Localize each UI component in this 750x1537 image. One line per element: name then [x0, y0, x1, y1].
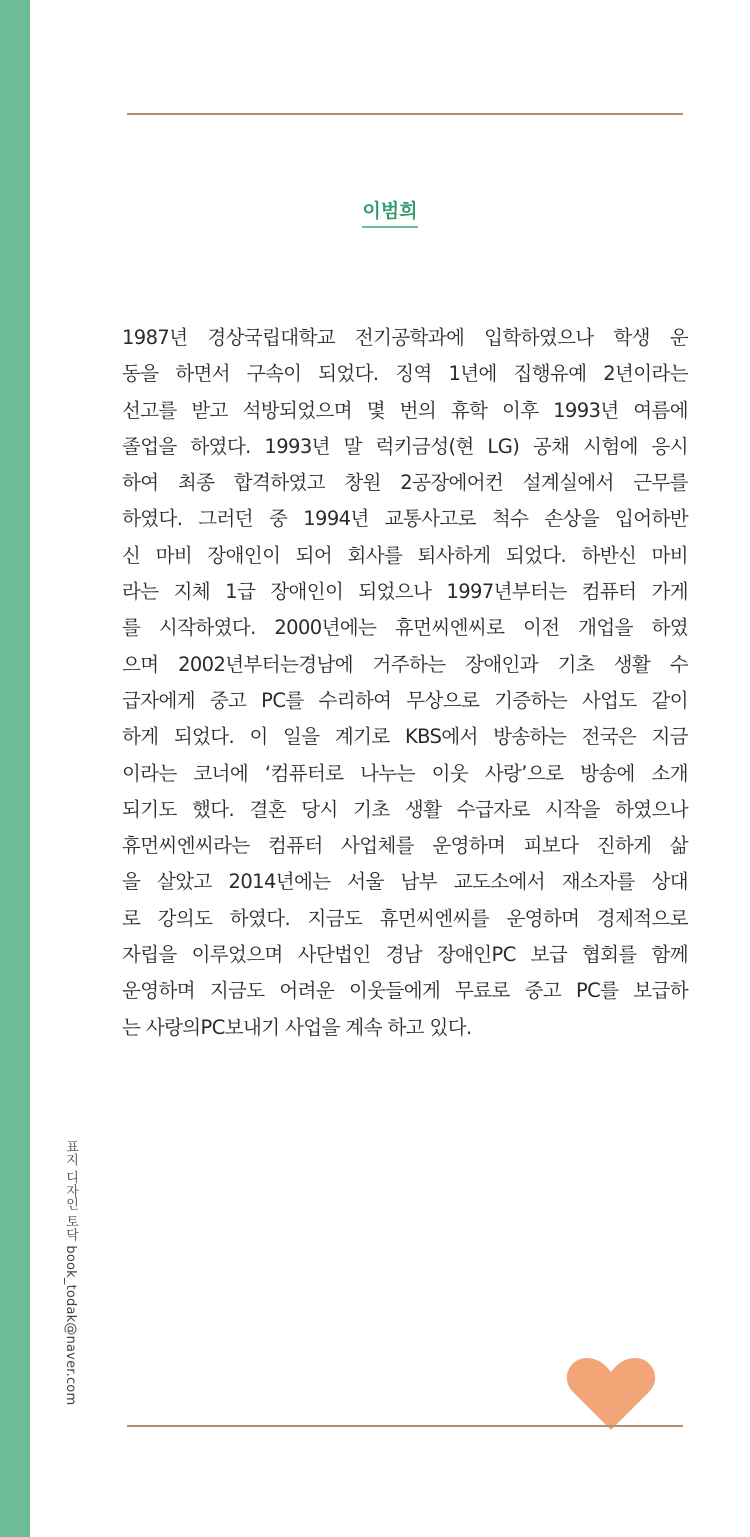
bio-line: 하였다. 그러던 중 1994년 교통사고로 척수 손상을 입어하반	[122, 507, 688, 531]
bio-line: 운영하며 지금도 어려운 이웃들에게 무료로 중고 PC를 보급하	[122, 979, 688, 1003]
bio-line: 하게 되었다. 이 일을 계기로 KBS에서 방송하는 전국은 지금	[122, 725, 688, 749]
bio-line: 졸업을 하였다. 1993년 말 럭키금성(현 LG) 공채 시험에 응시	[122, 434, 688, 458]
cover-design-credit: 표지 디자인 토닥 book_todak@naver.com	[63, 1140, 78, 1406]
top-divider	[127, 113, 683, 115]
bio-line: 하여 최종 합격하였고 창원 2공장에어컨 설계실에서 근무를	[122, 471, 688, 495]
author-name: 이범희	[362, 198, 417, 228]
bio-line: 으며 2002년부터는경남에 거주하는 장애인과 기초 생활 수	[122, 652, 688, 676]
bio-line: 을 살았고 2014년에는 서울 남부 교도소에서 재소자를 상대	[122, 870, 688, 894]
bio-line: 신 마비 장애인이 되어 회사를 퇴사하게 되었다. 하반신 마비	[122, 543, 688, 567]
bio-line: 급자에게 중고 PC를 수리하여 무상으로 기증하는 사업도 같이	[122, 688, 688, 712]
bio-line: 라는 지체 1급 장애인이 되었으나 1997년부터는 컴퓨터 가게	[122, 580, 688, 604]
bio-line: 이라는 코너에 ‘컴퓨터로 나누는 이웃 사랑’으로 방송에 소개	[122, 761, 688, 785]
author-biography	[122, 320, 688, 1046]
bio-line: 를 시작하였다. 2000년에는 휴먼씨엔씨로 이전 개업을 하였	[122, 616, 688, 640]
bottom-divider	[127, 1425, 683, 1427]
bio-line: 선고를 받고 석방되었으며 몇 번의 휴학 이후 1993년 여름에	[122, 398, 688, 422]
bio-line: 자립을 이루었으며 사단법인 경남 장애인PC 보급 협회를 함께	[122, 943, 688, 967]
left-accent-strip	[0, 0, 30, 1537]
author-name-heading	[0, 198, 750, 228]
heart-icon	[565, 1356, 657, 1432]
bio-line: 되기도 했다. 결혼 당시 기초 생활 수급자로 시작을 하였으나	[122, 797, 688, 821]
bio-line: 는 사랑의PC보내기 사업을 계속 하고 있다.	[122, 1015, 472, 1039]
bio-line: 휴먼씨엔씨라는 컴퓨터 사업체를 운영하며 피보다 진하게 삶	[122, 834, 688, 858]
bio-line: 동을 하면서 구속이 되었다. 징역 1년에 집행유예 2년이라는	[122, 362, 688, 386]
bio-line: 1987년 경상국립대학교 전기공학과에 입학하였으나 학생 운	[122, 326, 688, 349]
bio-line: 로 강의도 하였다. 지금도 휴먼씨엔씨를 운영하며 경제적으로	[122, 906, 688, 930]
